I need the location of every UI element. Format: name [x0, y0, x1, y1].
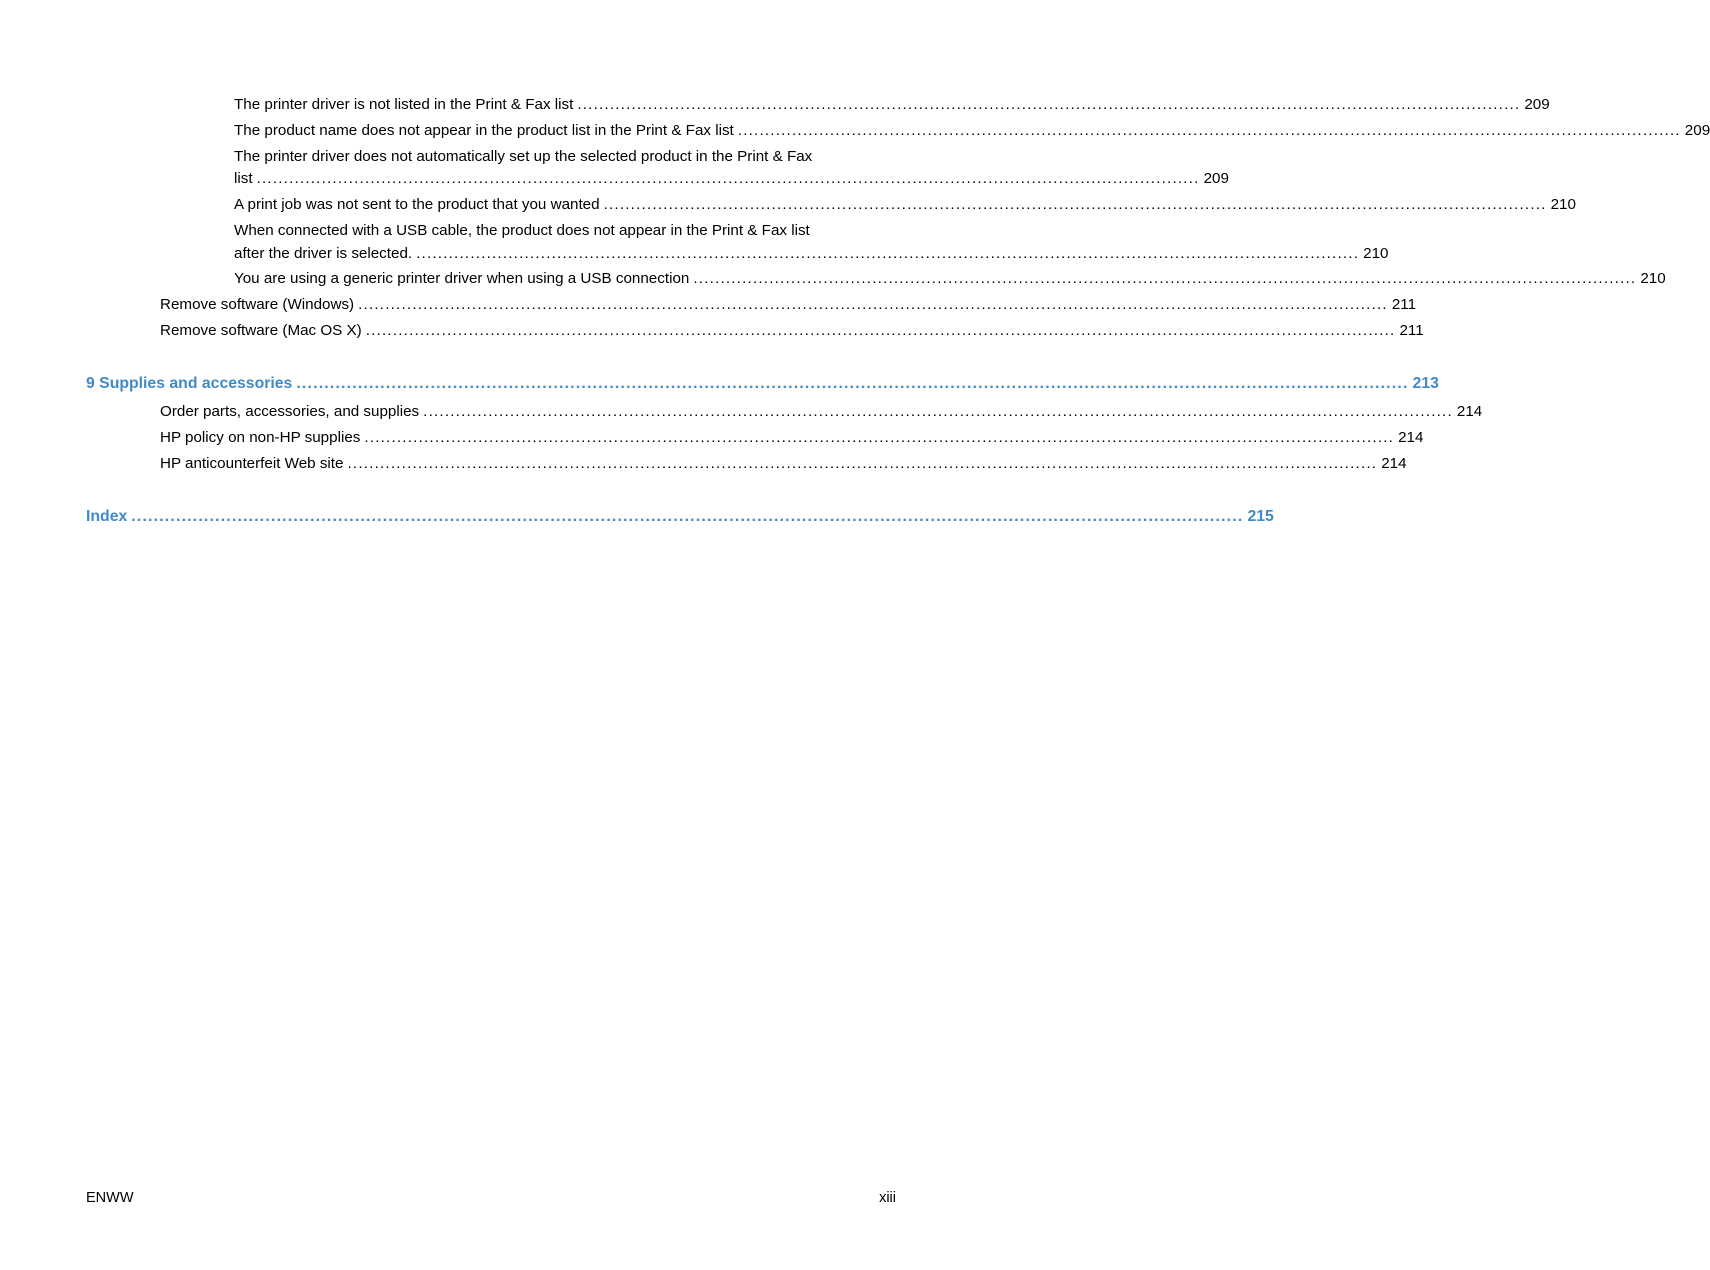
dot-leader: .............................................................................................................................................................................. [577, 96, 1521, 113]
toc-entry-page: 211 [1399, 322, 1424, 339]
footer-page-number: xiii [879, 1190, 896, 1206]
toc-entry-title: The product name does not appear in the product list in the Print & Fax list [234, 122, 734, 139]
dot-leader: .............................................................................................................................................................................. [256, 170, 1200, 187]
toc-entry-title: list [234, 170, 253, 187]
toc-chapter-page: 213 [1412, 375, 1439, 392]
toc-entry-page: 214 [1456, 403, 1483, 420]
toc-entry-title: Remove software (Mac OS X) [160, 322, 362, 339]
footer-left-label: ENWW [86, 1190, 134, 1206]
toc-chapter-title: 9 Supplies and accessories [86, 375, 293, 392]
dot-leader: ....................................................................................................................................................................................................... [296, 375, 1409, 392]
dot-leader: .............................................................................................................................................................................................. [358, 296, 1388, 313]
toc-entry-title-line1[interactable]: The printer driver does not automatically set up the selected product in the Print & Fax [234, 148, 813, 165]
toc-entry[interactable] [234, 242, 1389, 265]
toc-entry-title-line1[interactable]: When connected with a USB cable, the product does not appear in the Print & Fax list [234, 222, 810, 239]
dot-leader: ....................................................................................................................................................................................................... [131, 508, 1244, 525]
toc-entry-page: 209 [1524, 96, 1550, 113]
toc-entry[interactable] [160, 400, 1483, 423]
toc-entry-title: after the driver is selected. [234, 245, 413, 262]
toc-entry-page: 210 [1363, 245, 1389, 262]
toc-entry-page: 209 [1203, 170, 1229, 187]
toc-index-title: Index [86, 508, 128, 525]
toc-entry-page: 214 [1381, 455, 1407, 472]
toc-entry[interactable] [234, 193, 1576, 216]
toc-entry[interactable] [234, 267, 1666, 290]
toc-entry-title: HP policy on non-HP supplies [160, 429, 361, 446]
dot-leader: .............................................................................................................................................................................. [693, 270, 1637, 287]
toc-entry-page: 209 [1684, 122, 1710, 139]
toc-entry[interactable] [234, 167, 1229, 190]
dot-leader: .............................................................................................................................................................................. [416, 245, 1360, 262]
toc-entry-title: Remove software (Windows) [160, 296, 355, 313]
dot-leader: .............................................................................................................................................................................................. [364, 429, 1395, 446]
toc-entry-page: 214 [1398, 429, 1424, 446]
toc-entry-title: The printer driver is not listed in the Print & Fax list [234, 96, 574, 113]
toc-entry[interactable] [160, 426, 1424, 449]
toc-entry[interactable] [160, 319, 1424, 342]
toc-entry-page: 211 [1391, 296, 1417, 313]
toc-entry-title: Order parts, accessories, and supplies [160, 403, 420, 420]
toc-index-page: 215 [1247, 508, 1274, 525]
toc-entry-title: You are using a generic printer driver when using a USB connection [234, 270, 690, 287]
table-of-contents [0, 0, 1710, 560]
toc-entry-page: 210 [1640, 270, 1666, 287]
toc-entry-title: A print job was not sent to the product that you wanted [234, 196, 600, 213]
toc-entry[interactable] [234, 93, 1550, 116]
dot-leader: .............................................................................................................................................................................................. [365, 322, 1396, 339]
toc-entry-title: HP anticounterfeit Web site [160, 455, 344, 472]
dot-leader: .............................................................................................................................................................................. [737, 122, 1681, 139]
toc-entry[interactable] [160, 293, 1417, 316]
dot-leader: .............................................................................................................................................................................................. [347, 455, 1378, 472]
dot-leader: .............................................................................................................................................................................................. [423, 403, 1453, 420]
toc-entry[interactable] [234, 119, 1710, 142]
toc-entry-page: 210 [1550, 196, 1576, 213]
toc-entry[interactable] [160, 452, 1407, 475]
toc-chapter-entry[interactable] [86, 372, 1439, 395]
toc-index-entry[interactable] [86, 505, 1274, 528]
dot-leader: .............................................................................................................................................................................. [603, 196, 1547, 213]
